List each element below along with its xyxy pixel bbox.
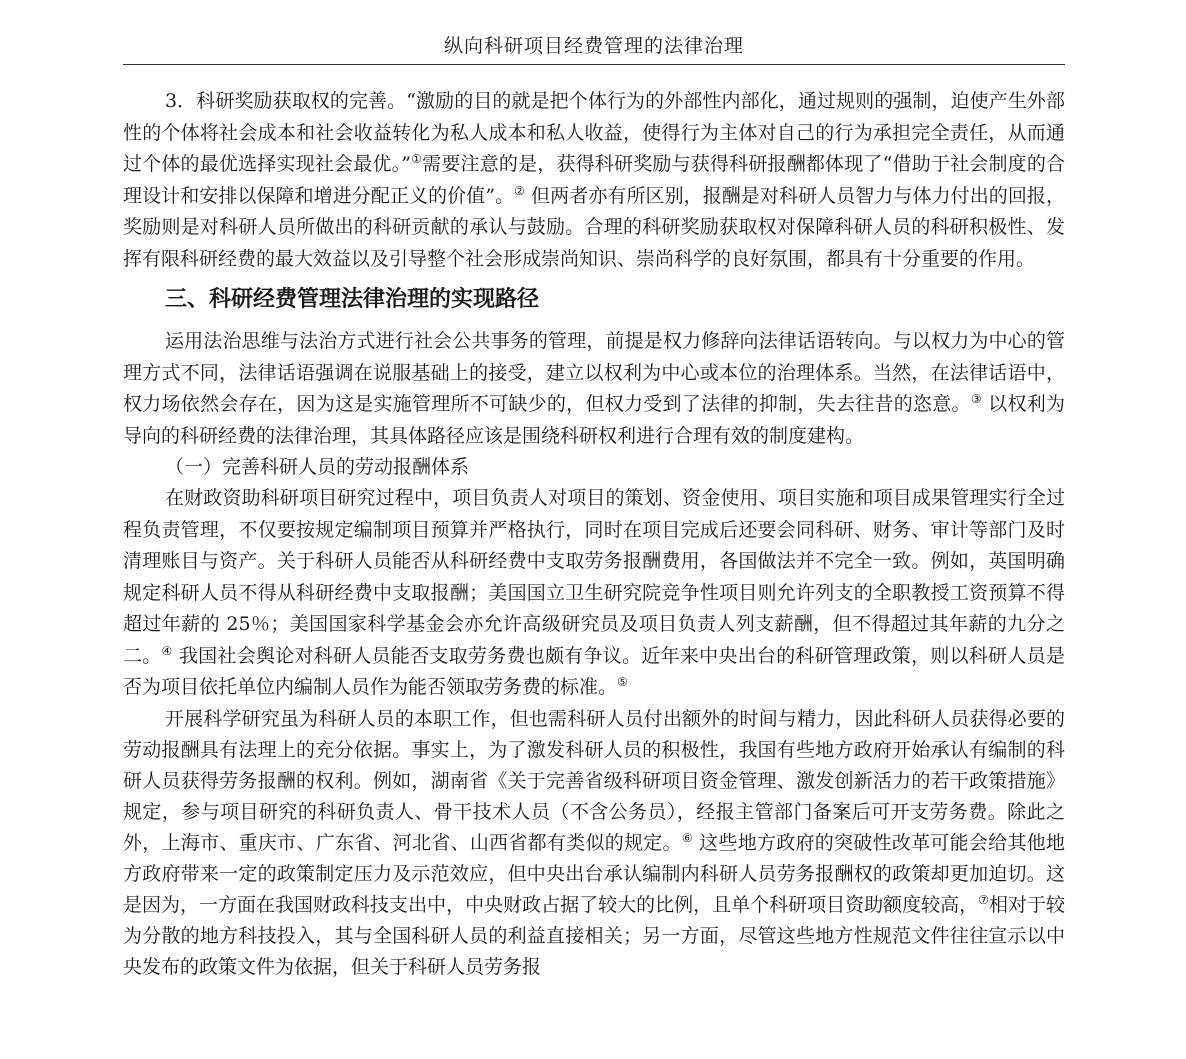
- footnote-ref-5[interactable]: ⑤: [617, 675, 628, 689]
- subsection-heading: （一）完善科研人员的劳动报酬体系: [165, 456, 470, 478]
- paragraph-rule-of-law: [123, 326, 1065, 452]
- text-run: 这些地方政府的突破性改革可能会给其他地方政府带来一定的政策制定压力及示范效应，但中央出台承认编制内科研人员劳务报酬权的政策却更加迫切。这是因为，一方面在我国财政科技支出中，中央财政占据了较大的比例，且单个科研项目资助额度较高，: [123, 831, 1065, 916]
- footnote-ref-1[interactable]: ①: [411, 152, 423, 166]
- footnote-ref-6[interactable]: ⑥: [681, 830, 693, 845]
- footnote-ref-2[interactable]: ②: [514, 183, 525, 198]
- footnote-ref-3[interactable]: ③: [970, 392, 982, 406]
- text-run: 我国社会舆论对科研人员能否支取劳务费也颇有争议。近年来中央出台的科研管理政策，则以科研人员是否为项目依托单位内编制人员作为能否领取劳务费的标准。: [123, 644, 1065, 698]
- running-head-title: 纵向科研项目经费管理的法律治理: [443, 35, 744, 57]
- text-run: 相对于较为分散的地方科技投入，其与全国科研人员的利益直接相关；另一方面，尽管这些地方性规范文件往往宣示以中央发布的政策文件为依据，但关于科研人员劳务报: [123, 893, 1065, 978]
- text-run: 但两者亦有所区别，报酬是对科研人员智力与体力付出的回报，奖励则是对科研人员所做出的科研贡献的承认与鼓励。合理的科研奖励获取权对保障科研人员的科研积极性、发挥有限科研经费的最大效益以及引导整个社会形成崇尚知识、崇尚科学的良好氛围，都具有十分重要的作用。: [123, 184, 1065, 270]
- text-run: 在财政资助科研项目研究过程中，项目负责人对项目的策划、资金使用、项目实施和项目成果管理实行全过程负责管理，不仅要按规定编制项目预算并严格执行，同时在项目完成后还要会同科研、财务、审计等部门及时清理账目与资产。关于科研人员能否从科研经费中支取劳务报酬费用，各国做法并不完全一致。例如，英国明确规定科研人员不得从科研经费中支取报酬；美国国立卫生研究院竞争性项目则允许列支的全职教授工资预算不得超过年薪的 25％；美国国家科学基金会亦允许高级研究员及项目负责人列支薪酬，但不得超过其年薪的九分之二。: [123, 487, 1065, 667]
- text-run: 以权利为导向的科研经费的法律治理，其具体路径应该是围绕科研权利进行合理有效的制度建构。: [123, 393, 1065, 447]
- text-run: 运用法治思维与法治方式进行社会公共事务的管理，前提是权力修辞向法律话语转向。与以权力为中心的管理方式不同，法律话语强调在说服基础上的接受，建立以权利为中心或本位的治理体系。当然，在法律话语中，权力场依然会存在，因为这是实施管理所不可缺少的，但权力受到了法律的抑制，失去往昔的恣意。: [123, 330, 1065, 415]
- paragraph-local-policies: [123, 704, 1065, 983]
- text-run: 3．科研奖励获取权的完善。“激励的目的就是把个体行为的外部性内部化，通过规则的强制，迫使产生外部性的个体将社会成本和社会收益转化为私人成本和私人收益，使得行为主体对自己的行为承担完全责任，从而通过个体的最优选择实现社会最优。”: [123, 90, 1065, 175]
- paragraph-labor-remuneration: [123, 483, 1065, 704]
- section-heading: 三、科研经费管理法律治理的实现路径: [165, 287, 540, 312]
- article-body: [123, 86, 1065, 983]
- footnote-ref-7[interactable]: ⑦: [978, 892, 989, 907]
- text-run: 需要注意的是，获得科研奖励与获得科研报酬都体现了“借助于社会制度的合理设计和安排以保障和增进分配正义的价值”。: [123, 153, 1066, 207]
- text-run: 开展科学研究虽为科研人员的本职工作，但也需科研人员付出额外的时间与精力，因此科研人员获得必要的劳动报酬具有法理上的充分依据。事实上，为了激发科研人员的积极性，我国有些地方政府开始承认有编制的科研人员获得劳务报酬的权利。例如，湖南省《关于完善省级科研项目资金管理、激发创新活力的若干政策措施》规定，参与项目研究的科研负责人、骨干技术人员（不含公务员），经报主管部门备案后可开支劳务费。除此之外，上海市、重庆市、广东省、河北省、山西省都有类似的规定。: [123, 707, 1065, 854]
- header-rule: [123, 64, 1065, 65]
- footnote-ref-4[interactable]: ④: [161, 643, 173, 658]
- paragraph-research-reward: [123, 86, 1065, 275]
